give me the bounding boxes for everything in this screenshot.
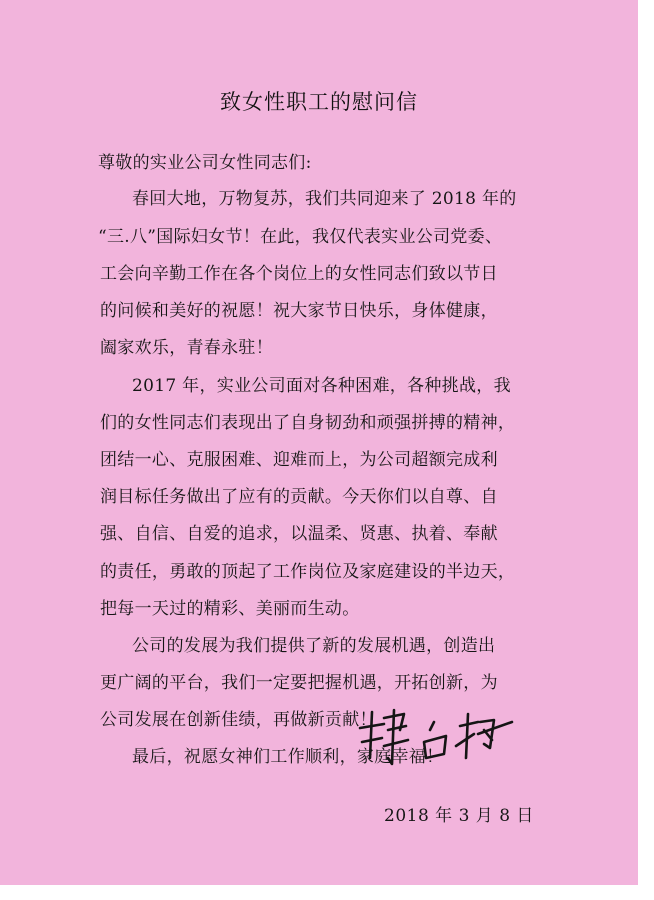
letter-line: 的问候和美好的祝愿！祝大家节日快乐，身体健康， [100, 301, 498, 321]
letter-line: 团结一心、克服困难、迎难而上，为公司超额完成利 [100, 450, 498, 470]
letter-line: 2017 年，实业公司面对各种困难，各种挑战，我 [132, 376, 511, 396]
scan-border-bottom [0, 885, 654, 900]
handwritten-signature [354, 700, 514, 780]
letter-line: 春回大地，万物复苏，我们共同迎来了 2018 年的 [132, 189, 517, 209]
letter-date: 2018 年 3 月 8 日 [384, 806, 534, 826]
letter-line: 工会向辛勤工作在各个岗位上的女性同志们致以节日 [100, 264, 498, 284]
letter-greeting: 尊敬的实业公司女性同志们: [98, 153, 312, 173]
letter-line: “三.八”国际妇女节！在此，我仅代表实业公司党委、 [98, 227, 503, 247]
letter-title: 致女性职工的慰问信 [220, 90, 418, 114]
letter-line: 润目标任务做出了应有的贡献。今天你们以自尊、自 [100, 487, 498, 507]
letter-line: 公司的发展为我们提供了新的发展机遇，创造出 [132, 636, 496, 656]
scan-border-right [638, 0, 654, 900]
letter-line: 最后，祝愿女神们工作顺利，家庭幸福！ [132, 747, 444, 767]
letter-line: 更广阔的平台，我们一定要把握机遇，开拓创新，为 [100, 673, 498, 693]
letter-line: 公司发展在创新佳绩，再做新贡献！ [100, 710, 377, 730]
letter-line: 把每一天过的精彩、美丽而生动。 [100, 599, 360, 619]
letter-line: 强、自信、自爱的追求，以温柔、贤惠、执着、奉献 [100, 524, 498, 544]
letter-line: 的责任，勇敢的顶起了工作岗位及家庭建设的半边天， [100, 562, 516, 582]
letter-line: 阖家欢乐，青春永驻！ [100, 338, 273, 358]
letter-line: 们的女性同志们表现出了自身韧劲和顽强拼搏的精神， [100, 413, 516, 433]
